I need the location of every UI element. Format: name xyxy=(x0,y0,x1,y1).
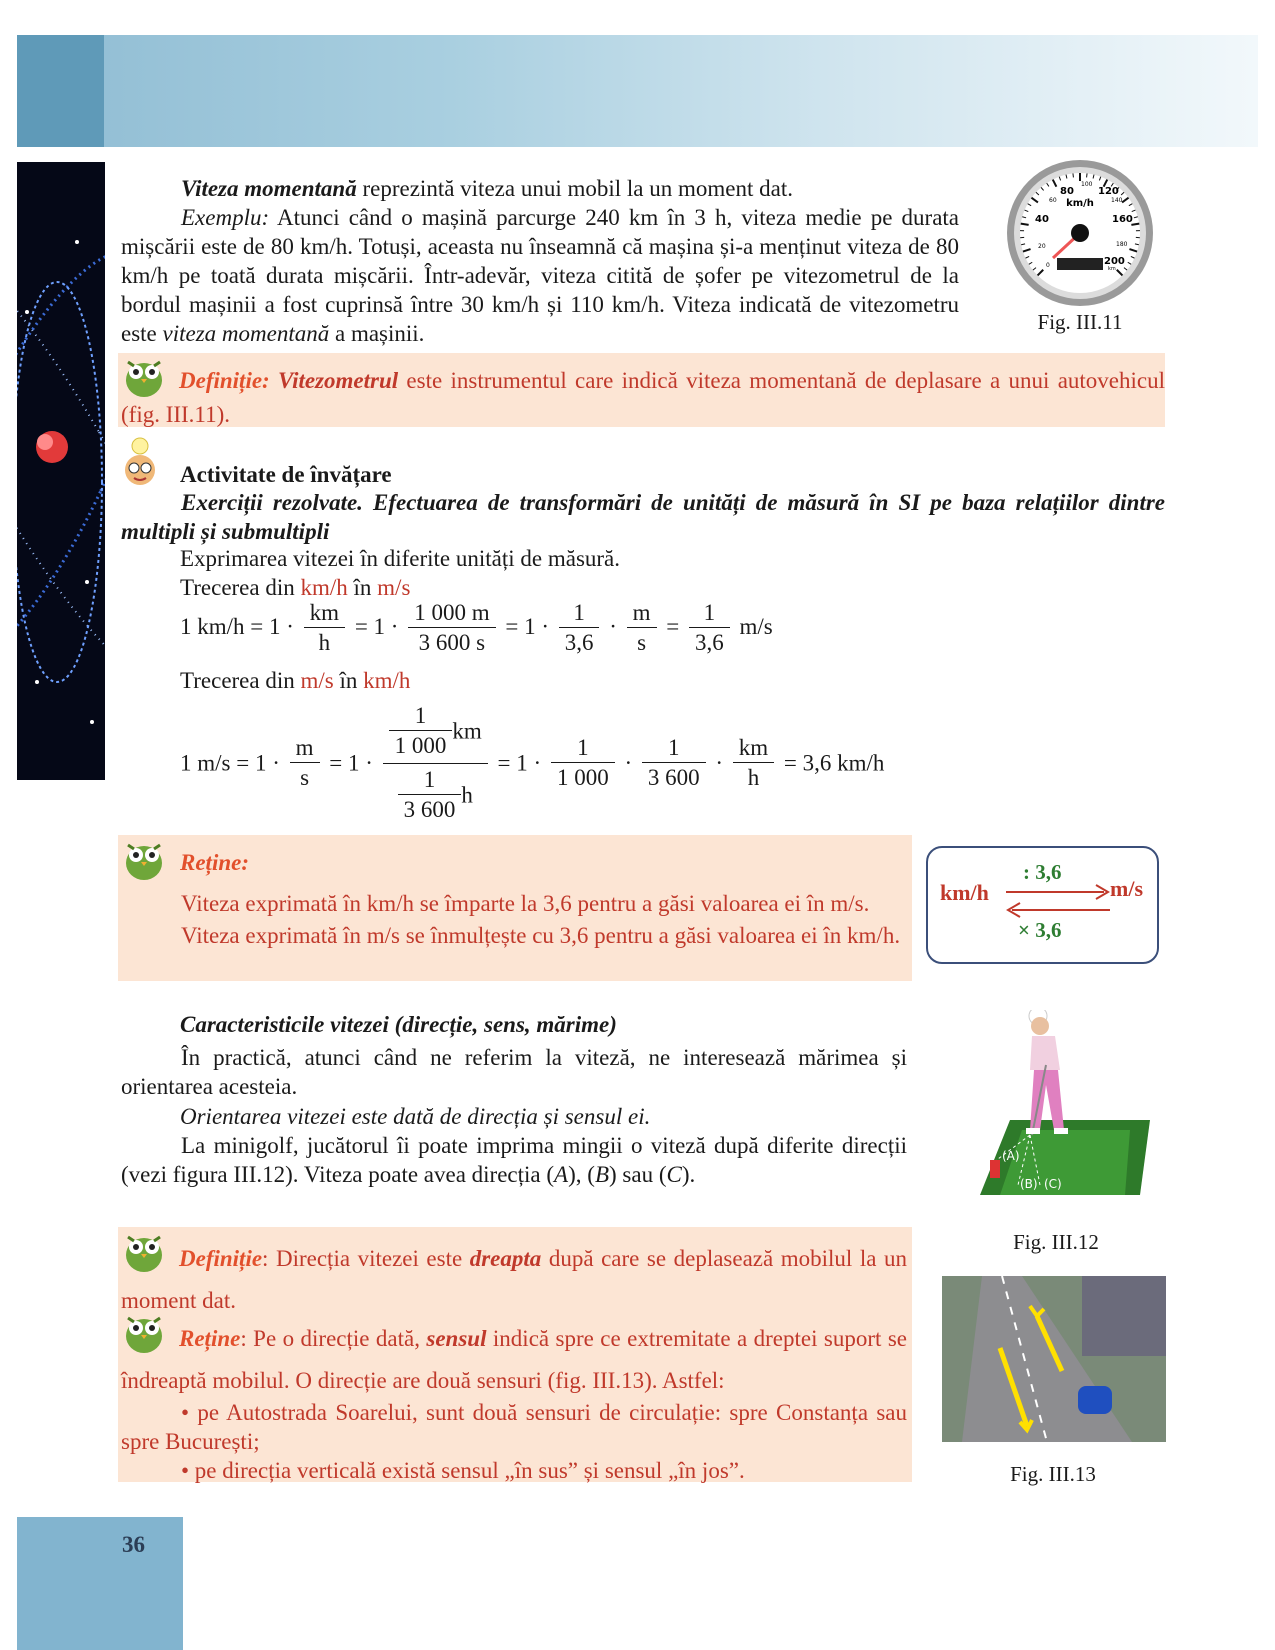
conversion-diagram xyxy=(926,846,1159,964)
frac-den: 3 600 xyxy=(403,797,456,822)
frac-num: km xyxy=(304,599,345,628)
conv2-unit-a: m/s xyxy=(300,668,334,693)
retine-label: Reține: xyxy=(180,850,249,875)
definition-term: dreapta xyxy=(469,1246,542,1271)
eq2-frac-1-3600 xyxy=(642,734,706,793)
example-label: Exemplu: xyxy=(181,205,270,230)
paragraph-text: reprezintă viteza unui mobil la un moment dat. xyxy=(356,176,793,201)
speedometer-figure xyxy=(1005,158,1155,308)
tick-0: 0 xyxy=(1046,262,1050,269)
eq1-eq2: = 1 · xyxy=(505,613,549,639)
activity-subtitle: Exerciții rezolvate. Efectuarea de transformări de unități de măsură în SI pe baza relațiilor dintre multipli și submultipli xyxy=(121,490,1165,544)
tick-40: 40 xyxy=(1035,214,1049,225)
odometer-unit: km xyxy=(1108,266,1116,272)
frac-num: 1 xyxy=(559,599,600,628)
frac-den: h xyxy=(747,765,760,790)
eq1-eq3: = xyxy=(666,613,680,639)
activity-title: Activitate de învățare xyxy=(180,462,392,487)
eq2-eq1: = 1 · xyxy=(329,750,373,776)
frac-den: s xyxy=(637,630,647,655)
conv-multiply-label: × 3,6 xyxy=(1018,918,1062,942)
inner-unit-bottom: h xyxy=(461,782,473,808)
needle-hub xyxy=(1071,224,1089,242)
definition-label: Definiție: xyxy=(179,368,270,393)
paragraph-example xyxy=(121,203,959,348)
conversion-1-title xyxy=(180,573,980,602)
sep: ), ( xyxy=(568,1162,595,1187)
activity-intro: Exprimarea vitezei în diferite unități de măsură. xyxy=(180,546,621,571)
frac-den: 3,6 xyxy=(564,630,594,655)
conv-unit-right: m/s xyxy=(1110,876,1143,901)
eq2-frac-1-1000 xyxy=(551,734,615,793)
retine-text: indică spre ce extremitate a dreptei suport se îndreaptă mobilul. O direcție are două sensuri (fig. III.13). Astfel: xyxy=(121,1326,907,1393)
charact-p2: Orientarea vitezei este dată de direcția și sensul ei. xyxy=(180,1104,651,1129)
inner-unit-top: km xyxy=(452,718,482,744)
eq2-frac-m-s xyxy=(290,734,320,793)
eq1-frac-m-per-s xyxy=(627,599,657,658)
eq2-dot-2: · xyxy=(715,750,724,776)
odometer-display xyxy=(1057,258,1103,270)
charact-p3-text: La minigolf, jucătorul îi poate imprima mingii o viteză după diferite direcții (vezi figura III.12). Viteza poate avea direcția ( xyxy=(121,1133,907,1187)
frac-num: 1 xyxy=(551,734,615,763)
tick-200: 200 xyxy=(1104,256,1125,267)
conv-arrows xyxy=(1004,882,1112,922)
conv1-mid: în xyxy=(347,575,378,600)
eq1-frac-1-3-6 xyxy=(559,599,600,658)
inner-frac-top xyxy=(389,702,453,761)
frac-den: 3 600 s xyxy=(418,630,486,655)
eq1-frac-km-h xyxy=(304,599,345,658)
atom-decor-image xyxy=(17,162,105,780)
fig-12-caption: Fig. III.12 xyxy=(1013,1230,1099,1254)
retine-pre: : Pe o direcție dată, xyxy=(240,1326,427,1351)
conv-unit-left: km/h xyxy=(940,880,989,905)
dir-b: B xyxy=(594,1162,609,1187)
dir-c: C xyxy=(666,1162,682,1187)
definition-text: este instrumentul care indică viteza momentană de deplasare a unui autovehicul (fig. III.11). xyxy=(121,368,1165,427)
tick-100: 100 xyxy=(1081,181,1093,188)
definition-speedometer xyxy=(121,364,1165,432)
side-decor-strip xyxy=(17,162,105,780)
conv2-unit-b: km/h xyxy=(363,668,411,693)
inner-frac-bottom xyxy=(398,766,462,825)
retine-direction xyxy=(121,1318,907,1402)
frac-den: 1 000 xyxy=(556,765,609,790)
frac-num: 1 000 m xyxy=(408,599,495,628)
page-number-tab xyxy=(17,1517,183,1650)
owl-icon xyxy=(120,835,168,883)
definition-term: Vitezometrul xyxy=(278,368,399,393)
label-b: (B) xyxy=(1020,1177,1038,1191)
eq1-frac-result xyxy=(689,599,730,658)
speedometer-tick xyxy=(1021,224,1029,225)
definition-colon: : Direcția vitezei este xyxy=(262,1246,470,1271)
fig-13-caption: Fig. III.13 xyxy=(1010,1462,1096,1486)
header-tab xyxy=(17,35,104,147)
frac-den: 3,6 xyxy=(695,630,724,655)
eq2-compound-frac xyxy=(383,702,488,825)
road-figure xyxy=(942,1276,1166,1442)
header-band xyxy=(17,35,1258,147)
tick-140: 140 xyxy=(1111,197,1123,204)
frac-num: km xyxy=(733,734,774,763)
lightbulb-face-icon xyxy=(120,436,160,488)
compound-den xyxy=(383,764,488,825)
eq1-lhs: 1 km/h = 1 · xyxy=(180,613,294,639)
retine-line-1: Viteza exprimată în km/h se împarte la 3,6 pentru a găsi valoarea ei în m/s. xyxy=(181,891,870,916)
tick-180: 180 xyxy=(1116,241,1128,248)
minigolf-figure xyxy=(960,1010,1150,1200)
page-number: 36 xyxy=(122,1532,145,1557)
retine-line-2: Viteza exprimată în m/s se înmulțește cu 3,6 pentru a găsi valoarea ei în km/h. xyxy=(181,923,901,948)
frac-den: 3 600 xyxy=(647,765,700,790)
label-a: (A) xyxy=(1002,1149,1020,1163)
conv2-mid: în xyxy=(333,668,364,693)
example-term: viteza momentană xyxy=(162,321,330,346)
frac-num: m xyxy=(627,599,657,628)
tick-80: 80 xyxy=(1060,186,1074,197)
example-text: Atunci când o mașină parcurge 240 km în 3 h, viteza medie pe durata mișcării este de 80 km/h. Totuși, aceasta nu înseamnă că mașina și-a menținut viteza de 80 km/h pe toată durata mișcării. Într-adevăr, viteza citită de șofer pe vitezometrul de la bordul mașinii a fost cuprinsă între 30 km/h și 110 km/h. Viteza indicată de vitezometru este xyxy=(121,205,959,346)
fig-11-caption: Fig. III.11 xyxy=(1037,310,1123,334)
eq1-frac-m-s xyxy=(408,599,495,658)
definition-text: după care se deplasează mobilul la un moment dat. xyxy=(121,1246,907,1313)
eq1-dot: · xyxy=(609,613,617,639)
term-instant-speed: Viteza momentană xyxy=(181,176,357,201)
eq2-dot: · xyxy=(624,750,633,776)
paragraph-instant-speed xyxy=(121,174,959,203)
eq2-lhs: 1 m/s = 1 · xyxy=(180,750,280,776)
conversion-2-title xyxy=(180,666,980,695)
speed-unit: km/h xyxy=(1066,198,1094,209)
conv1-pre: Trecerea din xyxy=(180,575,301,600)
tick-60: 60 xyxy=(1049,197,1057,204)
charact-p1: În practică, atunci când ne referim la viteză, ne interesează mărimea și orientarea acesteia. xyxy=(121,1045,907,1099)
conv2-pre: Trecerea din xyxy=(180,668,301,693)
conv-divide-label: : 3,6 xyxy=(1023,860,1062,884)
frac-num: 1 xyxy=(689,599,730,628)
eq2-result: = 3,6 km/h xyxy=(783,750,885,776)
sep: ). xyxy=(681,1162,696,1187)
eq2-eq2: = 1 · xyxy=(497,750,542,776)
eq1-unit: m/s xyxy=(739,613,773,639)
tick-160: 160 xyxy=(1112,214,1133,225)
label-c: (C) xyxy=(1044,1177,1062,1191)
tick-20: 20 xyxy=(1038,243,1046,250)
retine-label: Reține xyxy=(179,1326,241,1351)
retine-bullet-2: • pe direcția verticală există sensul „în sus” și sensul „în jos”. xyxy=(181,1458,745,1483)
frac-num: m xyxy=(290,734,320,763)
equation-ms-to-kmh xyxy=(180,702,884,825)
tick-120: 120 xyxy=(1098,186,1119,197)
equation-kmh-to-ms xyxy=(180,599,773,658)
car xyxy=(1078,1386,1112,1414)
definition-direction xyxy=(121,1238,907,1322)
frac-num: 1 xyxy=(642,734,706,763)
frac-den: 1 000 xyxy=(394,733,447,758)
example-end: a mașinii. xyxy=(329,321,425,346)
frac-den: h xyxy=(318,630,331,655)
retine-bullet-1: • pe Autostrada Soarelui, sunt două sensuri de circulație: spre Constanța sau spre București; xyxy=(121,1400,907,1454)
definition-label: Definiție xyxy=(179,1246,263,1271)
eq2-frac-km-h xyxy=(733,734,774,793)
compound-num xyxy=(383,702,488,764)
frac-den: s xyxy=(300,765,310,790)
conv1-unit-b: m/s xyxy=(377,575,411,600)
retine-term: sensul xyxy=(426,1326,487,1351)
sep: ) sau ( xyxy=(609,1162,667,1187)
dir-a: A xyxy=(554,1162,569,1187)
charact-title: Caracteristicile vitezei (direcție, sens, mărime) xyxy=(180,1012,617,1037)
conv1-unit-a: km/h xyxy=(300,575,348,600)
eq1-eq1: = 1 · xyxy=(354,613,399,639)
frac-num: 1 xyxy=(389,702,453,731)
charact-p3 xyxy=(121,1131,907,1189)
frac-num: 1 xyxy=(398,766,462,795)
